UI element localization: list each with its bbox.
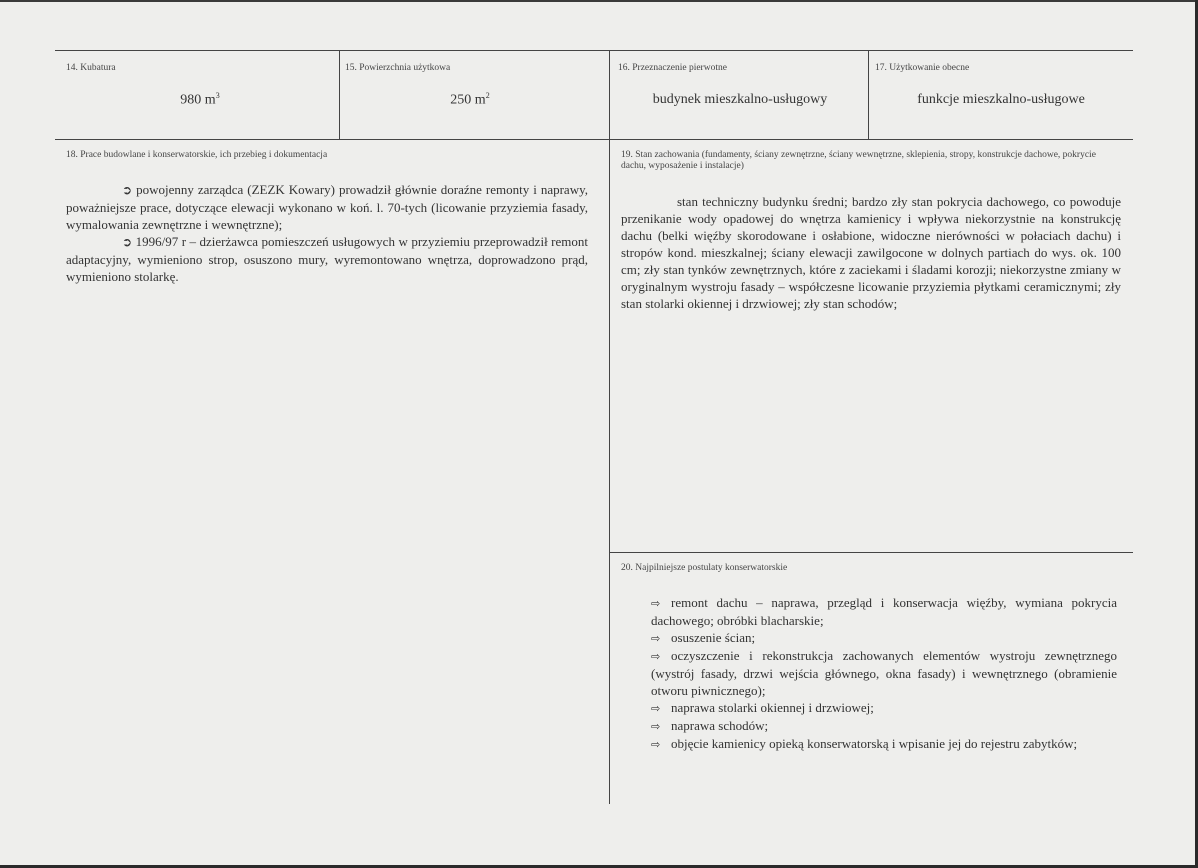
section-20-list	[651, 594, 1117, 753]
postulate-text: objęcie kamienicy opieką konserwatorską i wpisanie jej do rejestru zabytków;	[671, 736, 1078, 751]
postulate-item	[651, 735, 1117, 753]
section-19-label: 19. Stan zachowania (fundamenty, ściany zewnętrzne, ściany wewnętrzne, sklepienia, stropy, konstrukcje dachowe, pokrycie dachu, wyposażenie i instalacje)	[621, 150, 1096, 171]
section-19-paragraph: stan techniczny budynku średni; bardzo zły stan pokrycia dachowego, co powoduje przenikanie wody opadowej do wnętrza kamienicy i wpływa niekorzystnie na konstrukcję dachu (belki więźby skorodowane i osłabione, widoczne nierówności w połaciach dachu) i stropów kond. mieszkalnej; ściany elewacji zawilgocone w dolnych partiach do wys. ok. 100 cm; zły stan tynków zewnętrznych, które z zaciekami i śladami korozji; niekorzystne zmiany w oryginalnym wystroju fasady – współczesne licowanie przyziemia płytkami ceramicznymi; zły stan stolarki okiennej i drzwiowej; zły stan schodów;	[621, 194, 1121, 311]
section-18-item-text: 1996/97 r – dzierżawca pomieszczeń usługowych w przyziemiu przeprowadził remont adaptacyjny, wymieniono strop, osuszono mury, wyremontowano wnętrza, doprowadzono prąd, wymieniono stolarkę.	[66, 234, 589, 284]
kubatura-exponent: 3	[215, 91, 220, 100]
postulate-item	[651, 629, 1117, 647]
postulate-text: naprawa schodów;	[671, 718, 769, 733]
field-17-value: funkcje mieszkalno-usługowe	[917, 92, 1085, 107]
field-16-label: 16. Przeznaczenie pierwotne	[618, 63, 727, 73]
postulate-item	[651, 647, 1117, 699]
postulate-item	[651, 594, 1117, 629]
section-18-item	[66, 181, 588, 233]
postulate-text: oczyszczenie i rekonstrukcja zachowanych elementów wystroju zewnętrznego (wystrój fasady, drzwi wejścia głównego, okna fasady) i wewnętrznego (obramienie otworu piwnicznego);	[651, 648, 1117, 698]
field-16-value: budynek mieszkalno-usługowy	[652, 92, 828, 107]
postulate-item	[651, 717, 1117, 735]
right-arrow-icon: ⇨	[651, 597, 661, 610]
section-18-item-text: powojenny zarządca (ZEZK Kowary) prowadził głównie doraźne remonty i naprawy, poważniejsze prace, dotyczące elewacji wykonano w koń. l. 70-tych (licowanie przyziemia fasady, wymalowania zewnętrzne i wewnętrzne);	[66, 182, 588, 232]
field-15-label: 15. Powierzchnia użytkowa	[345, 63, 451, 73]
postulate-text: naprawa stolarki okiennej i drzwiowej;	[671, 700, 874, 715]
powierzchnia-exponent: 2	[485, 91, 490, 100]
row1-bottom-rule	[55, 139, 1133, 140]
postulate-text: remont dachu – naprawa, przegląd i konserwacja więźby, wymiana pokrycia dachowego; obróbki blacharskie;	[651, 595, 1117, 628]
postulate-item	[651, 699, 1117, 717]
postulate-text: osuszenie ścian;	[671, 630, 756, 645]
col-divider-1	[339, 50, 340, 139]
right-arrow-icon: ⇨	[651, 702, 661, 715]
right-arrow-icon: ⇨	[651, 720, 661, 733]
field-14-label: 14. Kubatura	[66, 63, 116, 73]
section-18-item	[66, 233, 588, 285]
field-15-value	[400, 91, 540, 109]
right-arrow-icon: ⇨	[651, 650, 661, 663]
col-divider-3	[868, 50, 869, 139]
circle-arrow-icon: ➲	[122, 183, 133, 197]
right-arrow-icon: ⇨	[651, 632, 661, 645]
col-divider-2	[609, 50, 610, 804]
right-arrow-icon: ⇨	[651, 738, 661, 751]
field-14-value	[120, 91, 280, 109]
scan-edge-top	[0, 0, 1198, 2]
kubatura-value: 980 m	[180, 92, 216, 108]
circle-arrow-icon: ➲	[122, 235, 133, 249]
field-17-label: 17. Użytkowanie obecne	[875, 63, 970, 73]
section-20-label: 20. Najpilniejsze postulaty konserwatorskie	[621, 563, 788, 573]
powierzchnia-value: 250 m	[450, 92, 486, 108]
section-18-text	[66, 181, 588, 285]
top-rule	[55, 50, 1133, 51]
section-19-text	[621, 193, 1121, 312]
section20-top-rule	[609, 552, 1133, 553]
section-18-label: 18. Prace budowlane i konserwatorskie, ich przebieg i dokumentacja	[66, 150, 328, 160]
